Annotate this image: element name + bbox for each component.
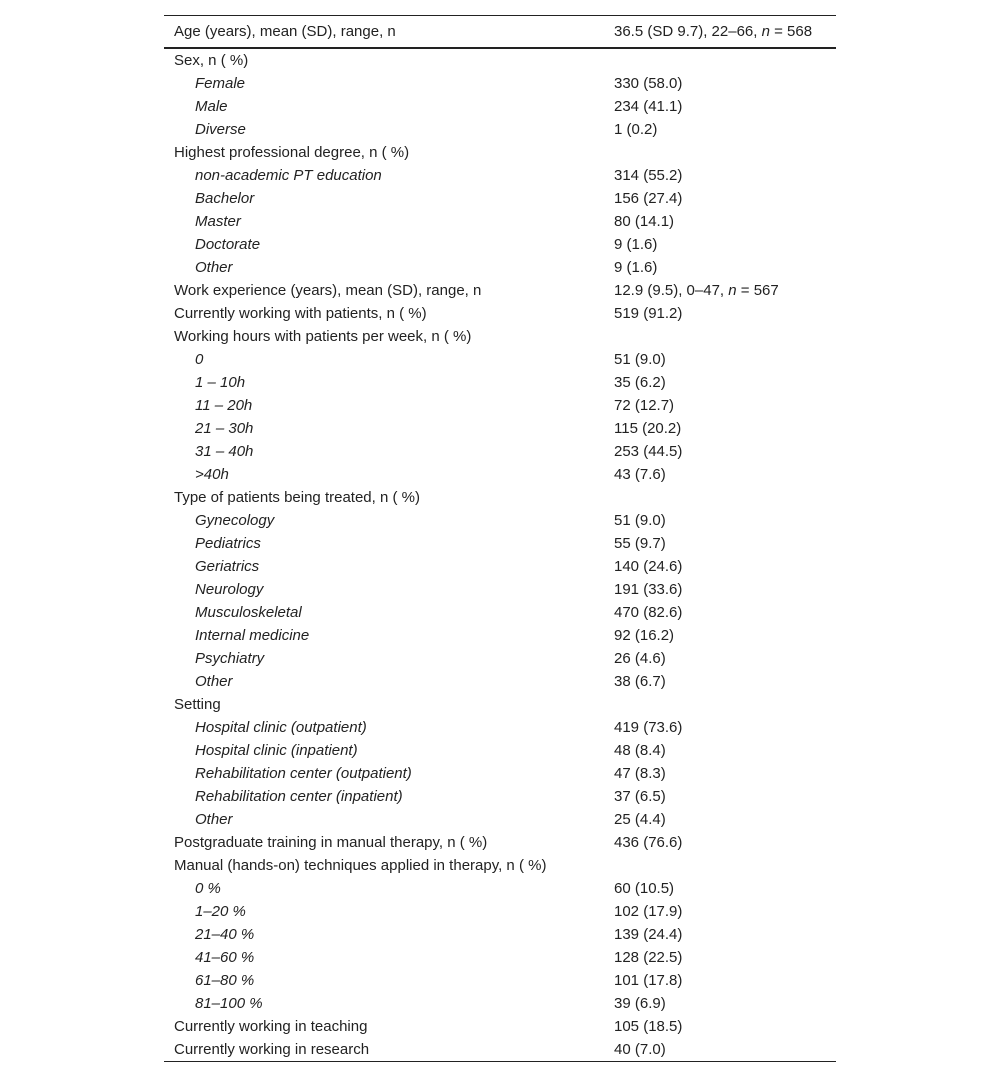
row-label: Bachelor (195, 190, 255, 207)
table-row (164, 624, 836, 647)
row-value: 51 (9.0) (614, 512, 666, 529)
row-value: 9 (1.6) (614, 236, 658, 253)
row-value: 25 (4.4) (614, 811, 666, 828)
header-value: 36.5 (SD 9.7), 22–66, n = 568 (614, 23, 813, 40)
row-label: 21 – 30h (195, 420, 254, 437)
table-row (164, 532, 836, 555)
row-label: 1–20 % (195, 903, 246, 920)
row-label: 0 % (195, 880, 221, 897)
table-row (164, 486, 836, 509)
table-row (164, 716, 836, 739)
row-value: 47 (8.3) (614, 765, 666, 782)
row-value: 92 (16.2) (614, 627, 675, 644)
table-row (164, 95, 836, 118)
row-value: 470 (82.6) (614, 604, 683, 621)
table-row (164, 210, 836, 233)
row-label: 61–80 % (195, 972, 255, 989)
table-row (164, 256, 836, 279)
table-row (164, 877, 836, 900)
table-row (164, 118, 836, 141)
row-label: 11 – 20h (195, 397, 253, 414)
row-label: Working hours with patients per week, n ( %) (174, 328, 472, 345)
row-label: Currently working in research (174, 1041, 370, 1058)
row-value: 115 (20.2) (614, 420, 682, 437)
table-row (164, 233, 836, 256)
row-label: Neurology (195, 581, 264, 598)
row-label: Currently working with patients, n ( %) (174, 305, 427, 322)
table-row (164, 394, 836, 417)
table-row (164, 164, 836, 187)
row-label: 81–100 % (195, 995, 263, 1012)
row-label: Geriatrics (195, 558, 260, 575)
row-label: Rehabilitation center (outpatient) (195, 765, 412, 782)
row-value: 80 (14.1) (614, 213, 675, 230)
row-label: Other (195, 259, 233, 276)
row-value (604, 48, 836, 72)
row-label: Currently working in teaching (174, 1018, 368, 1035)
table-row (164, 693, 836, 716)
row-value: 234 (41.1) (614, 98, 683, 115)
table-row (164, 831, 836, 854)
row-label: Musculoskeletal (195, 604, 302, 621)
row-label: Setting (174, 696, 221, 713)
row-value: 39 (6.9) (614, 995, 666, 1012)
row-label: 1 – 10h (195, 374, 246, 391)
row-label: Pediatrics (195, 535, 261, 552)
row-value: 60 (10.5) (614, 880, 675, 897)
row-label: 0 (195, 351, 204, 368)
table-row (164, 279, 836, 302)
table-row (164, 900, 836, 923)
row-value: 55 (9.7) (614, 535, 666, 552)
row-label: 41–60 % (195, 949, 255, 966)
table-row (164, 440, 836, 463)
row-value (604, 854, 836, 877)
table-row (164, 739, 836, 762)
table-header-row (164, 16, 836, 49)
table-row (164, 992, 836, 1015)
row-label: >40h (195, 466, 229, 483)
table-row (164, 371, 836, 394)
row-value: 102 (17.9) (614, 903, 683, 920)
table-row (164, 509, 836, 532)
row-value: 139 (24.4) (614, 926, 683, 943)
table-row (164, 72, 836, 95)
row-label: Internal medicine (195, 627, 310, 644)
row-label: Highest professional degree, n ( %) (174, 144, 410, 161)
row-label: Sex, n ( %) (174, 52, 249, 69)
row-value: 72 (12.7) (614, 397, 675, 414)
row-value: 43 (7.6) (614, 466, 666, 483)
row-value (604, 693, 836, 716)
row-value: 314 (55.2) (614, 167, 683, 184)
row-value: 1 (0.2) (614, 121, 658, 138)
row-value: 35 (6.2) (614, 374, 666, 391)
demographics-table (164, 15, 836, 1062)
row-value: 519 (91.2) (614, 305, 683, 322)
row-label: Diverse (195, 121, 246, 138)
row-value: 51 (9.0) (614, 351, 666, 368)
row-label: Gynecology (195, 512, 275, 529)
row-label: non-academic PT education (195, 167, 382, 184)
table-row (164, 463, 836, 486)
row-value: 40 (7.0) (614, 1041, 666, 1058)
table-row (164, 785, 836, 808)
header-label: Age (years), mean (SD), range, n (174, 23, 396, 40)
table-row (164, 946, 836, 969)
table-row (164, 48, 836, 72)
row-value: 419 (73.6) (614, 719, 683, 736)
table-row (164, 187, 836, 210)
row-label: Type of patients being treated, n ( %) (174, 489, 420, 506)
row-label: Other (195, 673, 233, 690)
row-label: Work experience (years), mean (SD), range, n (174, 282, 482, 299)
row-value (604, 325, 836, 348)
row-label: Psychiatry (195, 650, 265, 667)
row-label: Hospital clinic (outpatient) (195, 719, 367, 736)
row-value: 48 (8.4) (614, 742, 666, 759)
row-label: Other (195, 811, 233, 828)
row-label: Master (195, 213, 241, 230)
row-label: Male (195, 98, 228, 115)
row-value: 12.9 (9.5), 0–47, n = 567 (614, 282, 779, 299)
row-value: 9 (1.6) (614, 259, 658, 276)
row-value: 253 (44.5) (614, 443, 683, 460)
table-row (164, 302, 836, 325)
row-value: 128 (22.5) (614, 949, 683, 966)
row-label: Hospital clinic (inpatient) (195, 742, 358, 759)
row-value (604, 141, 836, 164)
table-row (164, 325, 836, 348)
row-value: 26 (4.6) (614, 650, 666, 667)
demographics-table-container (164, 15, 836, 1062)
row-label: Rehabilitation center (inpatient) (195, 788, 403, 805)
table-row (164, 762, 836, 785)
row-value (604, 486, 836, 509)
table-row (164, 1038, 836, 1062)
row-value: 156 (27.4) (614, 190, 683, 207)
row-label: 21–40 % (195, 926, 255, 943)
row-label: Female (195, 75, 246, 92)
table-row (164, 647, 836, 670)
table-row (164, 670, 836, 693)
row-label: Doctorate (195, 236, 261, 253)
row-value: 38 (6.7) (614, 673, 666, 690)
table-row (164, 555, 836, 578)
row-value: 140 (24.6) (614, 558, 683, 575)
table-row (164, 1015, 836, 1038)
table-row (164, 601, 836, 624)
row-label: Postgraduate training in manual therapy, n ( %) (174, 834, 488, 851)
row-value: 101 (17.8) (614, 972, 683, 989)
row-value: 436 (76.6) (614, 834, 683, 851)
table-row (164, 969, 836, 992)
table-row (164, 578, 836, 601)
table-row (164, 923, 836, 946)
row-value: 105 (18.5) (614, 1018, 683, 1035)
row-label: Manual (hands-on) techniques applied in therapy, n ( %) (174, 857, 547, 874)
table-row (164, 854, 836, 877)
table-row (164, 417, 836, 440)
row-value: 330 (58.0) (614, 75, 683, 92)
row-value: 191 (33.6) (614, 581, 683, 598)
table-row (164, 141, 836, 164)
table-row (164, 348, 836, 371)
row-value: 37 (6.5) (614, 788, 666, 805)
table-row (164, 808, 836, 831)
row-label: 31 – 40h (195, 443, 254, 460)
